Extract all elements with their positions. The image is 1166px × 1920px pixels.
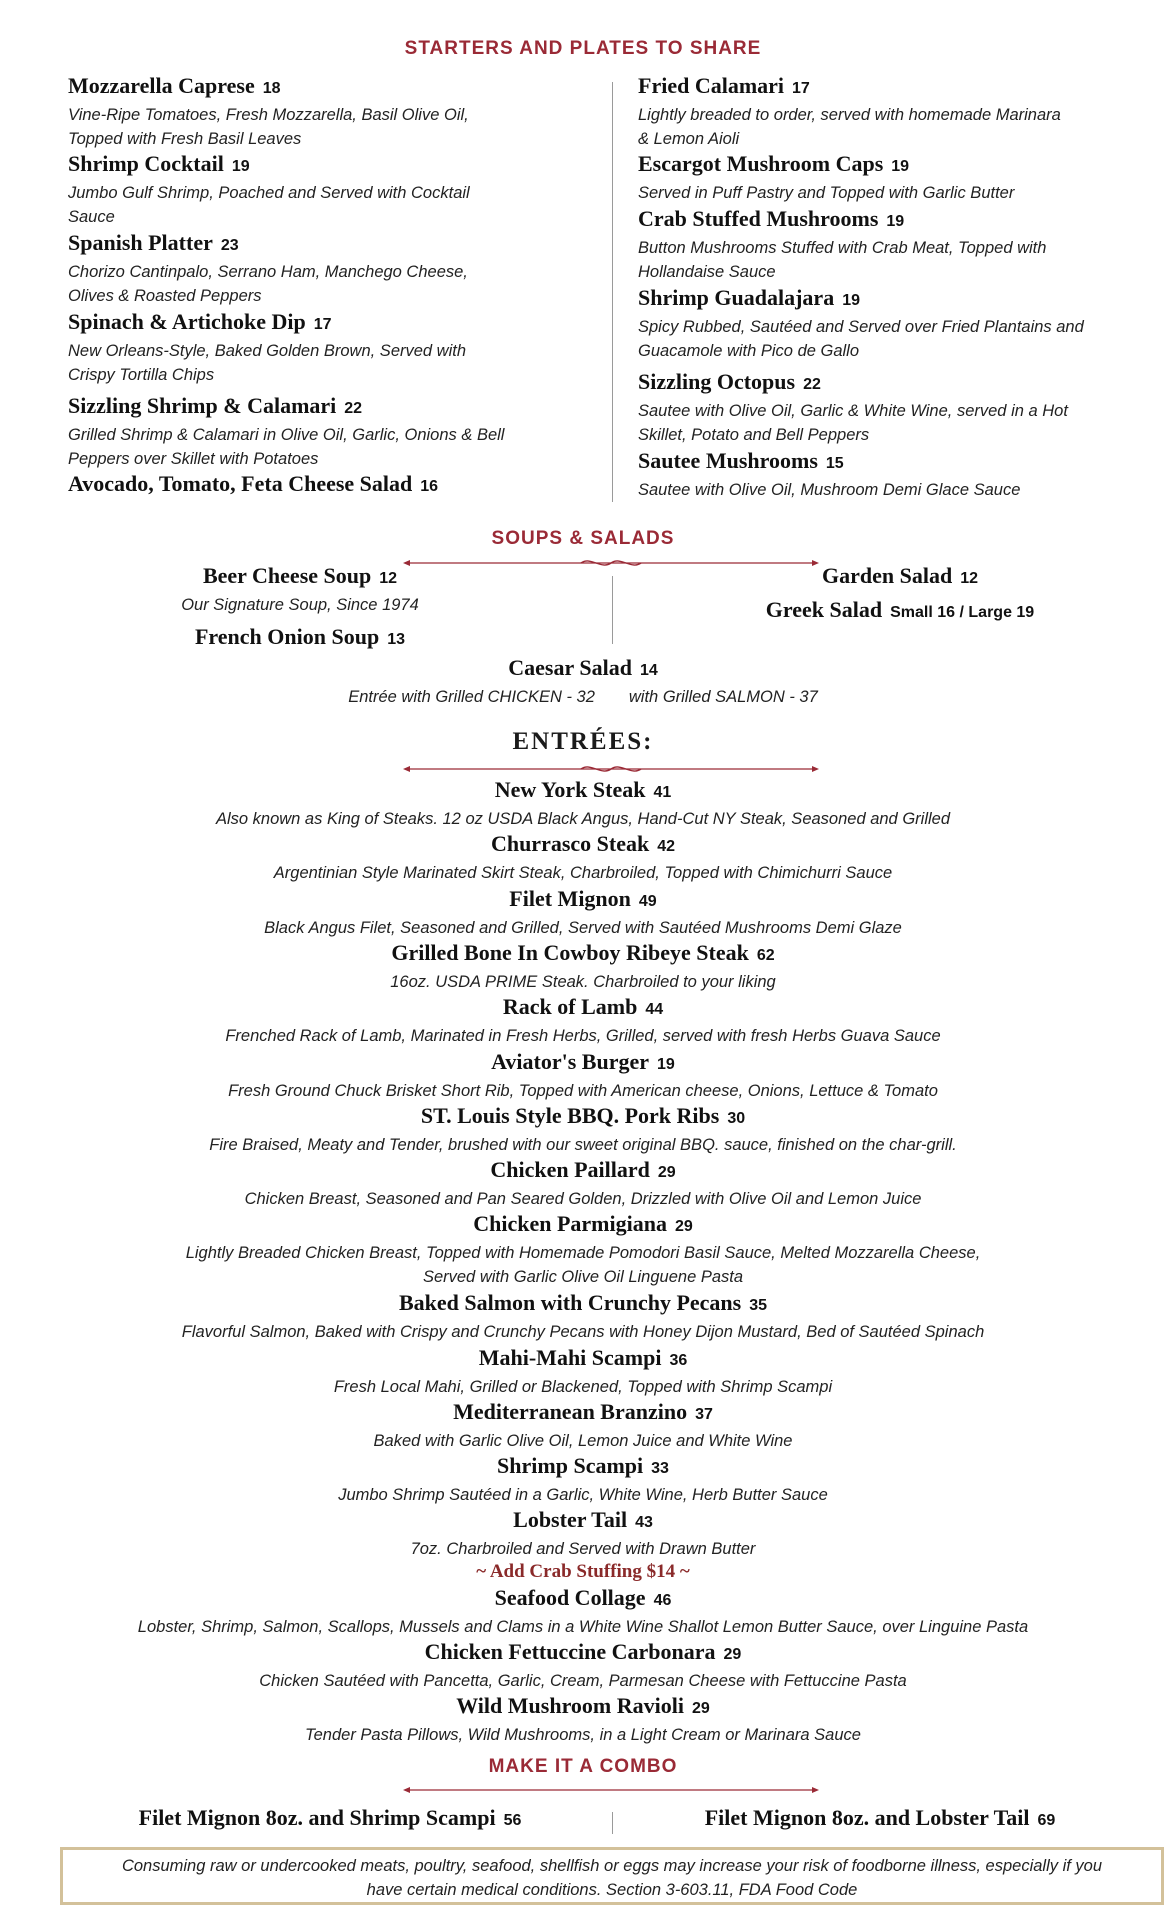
- combo-name: Filet Mignon 8oz. and Shrimp Scampi: [138, 1805, 496, 1830]
- item-desc: Sauce: [68, 208, 115, 226]
- item-name: Wild Mushroom Ravioli: [456, 1693, 684, 1718]
- item-price: 43: [635, 1514, 653, 1531]
- item-price: 19: [231, 158, 250, 175]
- starter-heading: [68, 392, 538, 423]
- starter-heading: [68, 150, 538, 181]
- caesar-chicken-option: Entrée with Grilled CHICKEN - 32: [348, 688, 595, 706]
- entree-item: [0, 1692, 1166, 1747]
- item-desc: Skillet, Potato and Bell Peppers: [638, 426, 870, 444]
- entree-addon: ~ Add Crab Stuffing $14 ~: [476, 1561, 690, 1582]
- item-name: Churrasco Steak: [490, 831, 650, 856]
- item-name: Chicken Paillard: [490, 1157, 650, 1182]
- entree-item: [0, 1289, 1166, 1344]
- starter-item: [638, 368, 1108, 447]
- item-price: 15: [825, 455, 844, 472]
- entree-heading: [0, 1506, 1166, 1537]
- entree-item: [0, 1452, 1166, 1507]
- item-desc: Served with Garlic Olive Oil Linguene Pasta: [422, 1268, 744, 1286]
- entree-heading: [0, 1638, 1166, 1669]
- item-name: Sizzling Shrimp & Calamari: [68, 393, 337, 418]
- soup-name: Beer Cheese Soup: [202, 563, 372, 588]
- entree-item: [0, 776, 1166, 831]
- starter-heading: [638, 284, 1108, 315]
- item-price: 30: [727, 1110, 746, 1127]
- item-desc: Grilled Shrimp & Calamari in Olive Oil, Garlic, Onions & Bell: [68, 426, 505, 444]
- combo-title: MAKE IT A COMBO: [488, 1756, 678, 1777]
- item-price: 16: [420, 478, 439, 495]
- soups-title: SOUPS & SALADS: [491, 528, 675, 549]
- entrees-title: ENTRÉES:: [512, 728, 654, 755]
- item-price: 19: [886, 213, 905, 230]
- item-price: 44: [645, 1001, 664, 1018]
- item-desc: Tender Pasta Pillows, Wild Mushrooms, in a Light Cream or Marinara Sauce: [305, 1726, 861, 1744]
- starter-heading: [638, 205, 1108, 236]
- item-desc: & Lemon Aioli: [638, 130, 740, 148]
- entree-heading: [0, 885, 1166, 916]
- item-name: Crab Stuffed Mushrooms: [638, 206, 879, 231]
- entree-item: [0, 885, 1166, 940]
- item-desc: Fire Braised, Meaty and Tender, brushed with our sweet original BBQ. sauce, finished on the char-grill.: [209, 1136, 957, 1154]
- item-name: Baked Salmon with Crunchy Pecans: [398, 1290, 742, 1315]
- combo-divider: [612, 1812, 613, 1834]
- item-desc: Button Mushrooms Stuffed with Crab Meat, Topped with: [638, 239, 1047, 257]
- item-price: 33: [651, 1460, 669, 1477]
- item-desc: Guacamole with Pico de Gallo: [638, 342, 860, 360]
- item-desc: Chicken Breast, Seasoned and Pan Seared Golden, Drizzled with Olive Oil and Lemon Juice: [244, 1190, 922, 1208]
- entree-heading: [0, 993, 1166, 1024]
- entree-item: [0, 1398, 1166, 1453]
- item-price: 29: [674, 1218, 693, 1235]
- item-price: 62: [756, 947, 775, 964]
- item-desc: Olives & Roasted Peppers: [68, 287, 262, 305]
- item-desc: Lightly breaded to order, served with homemade Marinara: [638, 106, 1061, 124]
- entree-item: [0, 939, 1166, 994]
- combo-price: 56: [503, 1812, 522, 1829]
- entree-heading: [0, 1156, 1166, 1187]
- item-price: 22: [803, 376, 821, 393]
- starter-heading: [68, 72, 538, 103]
- item-name: Seafood Collage: [494, 1585, 646, 1610]
- item-price: 36: [669, 1352, 688, 1369]
- soup-desc: Our Signature Soup, Since 1974: [181, 596, 419, 614]
- item-name: Shrimp Guadalajara: [638, 285, 835, 310]
- entree-heading: [0, 1048, 1166, 1079]
- entrees-ornament-rule: [403, 763, 819, 775]
- item-desc: Lightly Breaded Chicken Breast, Topped with Homemade Pomodori Basil Sauce, Melted Mozzarella Cheese,: [185, 1244, 981, 1262]
- item-price: 49: [638, 893, 657, 910]
- combo-rule: [403, 1784, 819, 1796]
- salad-price: 14: [639, 662, 658, 679]
- item-desc: Chorizo Cantinpalo, Serrano Ham, Manchego Cheese,: [68, 263, 468, 281]
- starter-item: [638, 447, 1108, 502]
- item-desc: Jumbo Gulf Shrimp, Poached and Served with Cocktail: [68, 184, 470, 202]
- entree-item: [0, 1638, 1166, 1693]
- soup-price: 13: [387, 631, 405, 648]
- item-desc: New Orleans-Style, Baked Golden Brown, Served with: [68, 342, 467, 360]
- starter-item: [638, 72, 1108, 151]
- item-price: 23: [220, 237, 239, 254]
- item-desc: Chicken Sautéed with Pancetta, Garlic, Cream, Parmesan Cheese with Fettuccine Pasta: [259, 1672, 907, 1690]
- item-desc: Hollandaise Sauce: [638, 263, 776, 281]
- item-desc: Crispy Tortilla Chips: [68, 366, 215, 384]
- item-name: Filet Mignon: [509, 886, 631, 911]
- combo-left: [60, 1804, 600, 1835]
- starter-item: [68, 72, 538, 151]
- item-price: 29: [657, 1164, 676, 1181]
- item-name: Sizzling Octopus: [638, 369, 796, 394]
- item-name: New York Steak: [494, 777, 646, 802]
- starter-heading: [638, 150, 1108, 181]
- entree-heading: [0, 1102, 1166, 1133]
- item-name: Aviator's Burger: [491, 1049, 650, 1074]
- item-price: 46: [653, 1592, 672, 1609]
- starter-heading: [68, 308, 538, 339]
- entree-item: [0, 1156, 1166, 1211]
- entree-heading: [0, 939, 1166, 970]
- entree-item: [0, 1344, 1166, 1399]
- item-price: 19: [657, 1056, 675, 1073]
- item-price: 41: [653, 784, 672, 801]
- item-desc: Argentinian Style Marinated Skirt Steak, Charbroiled, Topped with Chimichurri Sauce: [273, 864, 893, 882]
- item-desc: Fresh Local Mahi, Grilled or Blackened, Topped with Shrimp Scampi: [333, 1378, 833, 1396]
- entree-item: [0, 993, 1166, 1048]
- starter-item: [638, 284, 1108, 363]
- entree-item: [0, 1584, 1166, 1639]
- item-name: Spinach & Artichoke Dip: [68, 309, 306, 334]
- notice-line: Consuming raw or undercooked meats, poultry, seafood, shellfish or eggs may increase your risk of foodborne illness, especially if you: [121, 1857, 1103, 1875]
- item-price: 29: [691, 1700, 710, 1717]
- item-price: 29: [723, 1646, 742, 1663]
- item-price: 19: [891, 158, 910, 175]
- entree-item: [0, 1506, 1166, 1583]
- starter-item: [68, 308, 538, 387]
- item-name: Mozzarella Caprese: [68, 73, 255, 98]
- starter-item: [638, 150, 1108, 205]
- item-price: 35: [749, 1297, 768, 1314]
- item-name: Avocado, Tomato, Feta Cheese Salad: [68, 471, 413, 496]
- soup-name: French Onion Soup: [194, 624, 380, 649]
- salad-name: Greek Salad: [765, 597, 883, 622]
- item-desc: Peppers over Skillet with Potatoes: [68, 450, 319, 468]
- soups-divider: [612, 576, 613, 644]
- caesar-salmon-option: with Grilled SALMON - 37: [628, 688, 818, 706]
- item-desc: Fresh Ground Chuck Brisket Short Rib, Topped with American cheese, Onions, Lettuce & Tomato: [228, 1082, 938, 1100]
- entree-heading: [0, 1452, 1166, 1483]
- soups-left-group: [150, 562, 450, 654]
- entree-heading: [0, 830, 1166, 861]
- salad-price: Small 16 / Large 19: [890, 604, 1035, 621]
- entree-item: [0, 1210, 1166, 1289]
- item-desc: Jumbo Shrimp Sautéed in a Garlic, White Wine, Herb Butter Sauce: [338, 1486, 828, 1504]
- soup-price: 12: [379, 570, 398, 587]
- entree-heading: [0, 1692, 1166, 1723]
- entree-heading: [0, 1584, 1166, 1615]
- starter-heading: [68, 470, 538, 501]
- item-desc: Black Angus Filet, Seasoned and Grilled, Served with Sautéed Mushrooms Demi Glaze: [264, 919, 902, 937]
- item-name: Lobster Tail: [513, 1507, 628, 1532]
- combo-price: 69: [1037, 1812, 1056, 1829]
- item-name: ST. Louis Style BBQ. Pork Ribs: [420, 1103, 720, 1128]
- item-name: Chicken Fettuccine Carbonara: [424, 1639, 716, 1664]
- item-desc: 7oz. Charbroiled and Served with Drawn Butter: [410, 1540, 756, 1558]
- starter-item: [68, 470, 538, 501]
- starter-item: [638, 205, 1108, 284]
- item-desc: Frenched Rack of Lamb, Marinated in Fresh Herbs, Grilled, served with fresh Herbs Guava Sauce: [225, 1027, 941, 1045]
- starter-item: [68, 150, 538, 229]
- entree-item: [0, 1102, 1166, 1157]
- item-name: Chicken Parmigiana: [473, 1211, 667, 1236]
- item-name: Rack of Lamb: [502, 994, 638, 1019]
- entree-heading: [0, 1398, 1166, 1429]
- item-desc: Served in Puff Pastry and Topped with Garlic Butter: [638, 184, 1015, 202]
- item-price: 22: [344, 400, 363, 417]
- combo-right: [640, 1804, 1120, 1835]
- item-desc: Sautee with Olive Oil, Garlic & White Wine, served in a Hot: [638, 402, 1068, 420]
- item-desc: Spicy Rubbed, Sautéed and Served over Fried Plantains and: [638, 318, 1084, 336]
- item-desc: Also known as King of Steaks. 12 oz USDA Black Angus, Hand-Cut NY Steak, Seasoned and Grilled: [215, 810, 951, 828]
- starter-heading: [68, 229, 538, 260]
- caesar-salad: [0, 654, 1166, 709]
- item-desc: 16oz. USDA PRIME Steak. Charbroiled to your liking: [390, 973, 776, 991]
- item-name: Fried Calamari: [638, 73, 785, 98]
- entree-heading: [0, 1210, 1166, 1241]
- item-name: Shrimp Cocktail: [68, 151, 224, 176]
- salads-right-group: [720, 562, 1080, 627]
- item-desc: Baked with Garlic Olive Oil, Lemon Juice and White Wine: [373, 1432, 793, 1450]
- entree-item: [0, 830, 1166, 885]
- starter-heading: [638, 72, 1108, 103]
- starter-item: [68, 229, 538, 308]
- item-desc: Topped with Fresh Basil Leaves: [68, 130, 302, 148]
- item-price: 18: [262, 80, 281, 97]
- item-desc: Sautee with Olive Oil, Mushroom Demi Glace Sauce: [638, 481, 1021, 499]
- food-safety-notice: [60, 1847, 1164, 1905]
- starters-divider: [612, 82, 613, 502]
- entree-heading: [0, 1289, 1166, 1320]
- item-price: 37: [695, 1406, 713, 1423]
- starter-heading: [638, 368, 1108, 399]
- item-name: Grilled Bone In Cowboy Ribeye Steak: [391, 940, 749, 965]
- item-name: Mediterranean Branzino: [453, 1399, 688, 1424]
- item-price: 42: [657, 838, 676, 855]
- starter-heading: [638, 447, 1108, 478]
- item-name: Shrimp Scampi: [497, 1453, 644, 1478]
- starters-title: STARTERS AND PLATES TO SHARE: [404, 38, 762, 59]
- item-price: 19: [842, 292, 860, 309]
- entree-heading: [0, 1344, 1166, 1375]
- item-desc: Flavorful Salmon, Baked with Crispy and Crunchy Pecans with Honey Dijon Mustard, Bed of Sautéed Spinach: [181, 1323, 985, 1341]
- item-name: Mahi-Mahi Scampi: [478, 1345, 662, 1370]
- item-price: 17: [313, 316, 332, 333]
- salad-price: 12: [960, 570, 978, 587]
- item-name: Escargot Mushroom Caps: [638, 151, 884, 176]
- notice-line: have certain medical conditions. Section 3-603.11, FDA Food Code: [366, 1881, 858, 1899]
- entree-heading: [0, 776, 1166, 807]
- entree-item: [0, 1048, 1166, 1103]
- starter-item: [68, 392, 538, 471]
- item-desc: Vine-Ripe Tomatoes, Fresh Mozzarella, Basil Olive Oil,: [68, 106, 469, 124]
- item-name: Sautee Mushrooms: [638, 448, 818, 473]
- salad-name: Caesar Salad: [508, 655, 632, 680]
- item-desc: Lobster, Shrimp, Salmon, Scallops, Mussels and Clams in a White Wine Shallot Lemon Butter Sauce, over Linguine Pasta: [137, 1618, 1029, 1636]
- salad-name: Garden Salad: [822, 563, 953, 588]
- item-price: 17: [792, 80, 810, 97]
- combo-name: Filet Mignon 8oz. and Lobster Tail: [704, 1805, 1030, 1830]
- item-name: Spanish Platter: [68, 230, 213, 255]
